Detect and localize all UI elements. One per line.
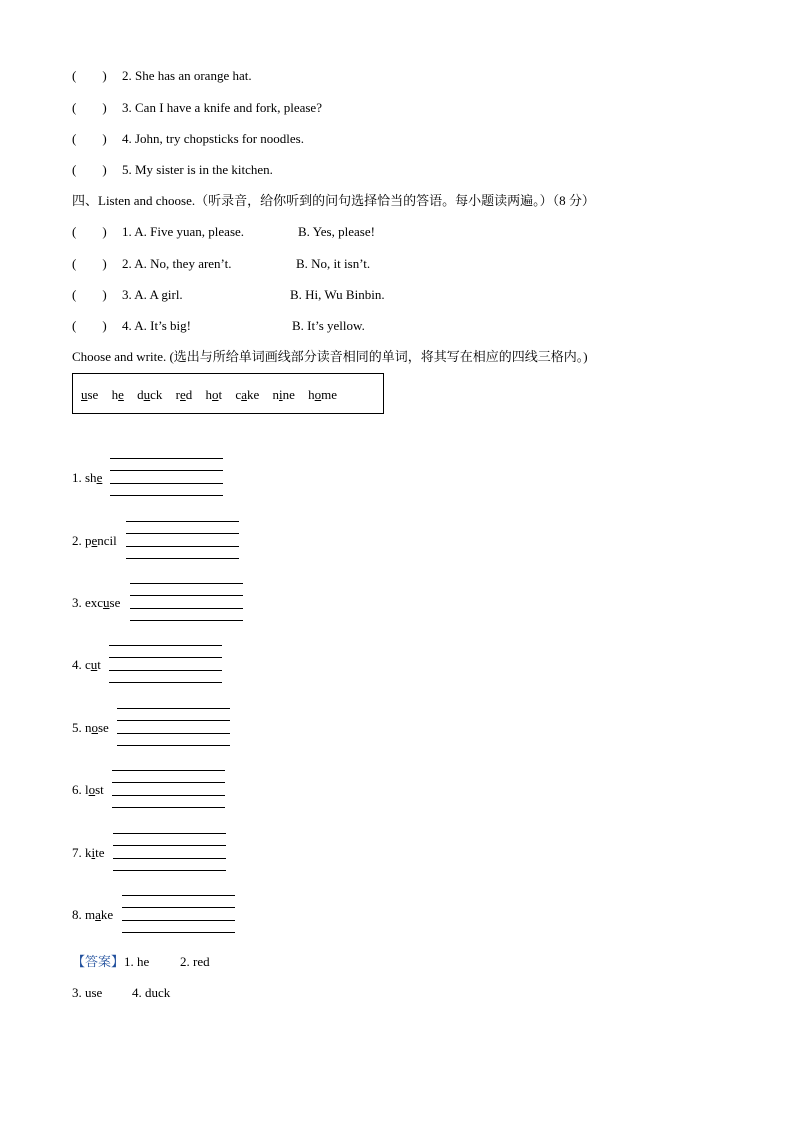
answer-paren: ( ): [72, 318, 107, 333]
question-label: 5. nose: [72, 720, 109, 735]
answer-paren: ( ): [72, 162, 107, 177]
word-bank-word: nine: [272, 387, 295, 402]
writing-grid[interactable]: [122, 895, 235, 934]
list-item: [72, 256, 370, 272]
word-bank-word: cake: [235, 387, 260, 402]
word-bank-word: use: [81, 387, 99, 402]
list-item: [72, 224, 375, 240]
list-item: [72, 287, 385, 303]
writing-grid[interactable]: [110, 458, 223, 497]
word-bank-word: hot: [205, 387, 223, 402]
word-bank-word: duck: [137, 387, 163, 402]
writing-grid[interactable]: [109, 645, 222, 684]
option-a: 3. A. A girl.: [122, 287, 183, 302]
answer-value: 1. he: [124, 954, 150, 969]
section-heading: 四、Listen and choose.（听录音，给你听到的问句选择恰当的答语。每小题读两遍。）（8 分）: [72, 193, 595, 208]
writing-grid[interactable]: [126, 521, 239, 560]
item-text: 3. Can I have a knife and fork, please?: [122, 100, 322, 115]
word-bank-box: [72, 373, 384, 414]
question-label: 7. kite: [72, 845, 105, 860]
list-item: [72, 162, 273, 178]
list-item: [72, 100, 322, 116]
answer-paren: ( ): [72, 287, 107, 302]
writing-grid[interactable]: [112, 770, 225, 809]
answer-tag: 【答案】: [72, 954, 125, 969]
answer-value: 2. red: [180, 954, 210, 969]
question-label: 2. pencil: [72, 533, 117, 548]
answer-line: [72, 954, 210, 970]
answer-paren: ( ): [72, 100, 107, 115]
item-text: 4. John, try chopsticks for noodles.: [122, 131, 304, 146]
writing-grid[interactable]: [113, 833, 226, 872]
answer-paren: ( ): [72, 224, 107, 239]
question-label: 8. make: [72, 907, 114, 922]
answer-paren: ( ): [72, 131, 107, 146]
answer-paren: ( ): [72, 68, 107, 83]
list-item: [72, 68, 252, 84]
question-label: 6. lost: [72, 782, 104, 797]
question-label: 3. excuse: [72, 595, 121, 610]
option-a: 4. A. It’s big!: [122, 318, 191, 333]
writing-grid[interactable]: [130, 583, 243, 622]
option-b: B. Yes, please!: [298, 224, 375, 239]
list-item: [72, 318, 365, 334]
option-b: B. It’s yellow.: [292, 318, 365, 333]
list-item: [72, 131, 304, 147]
word-bank-word: home: [308, 387, 338, 402]
writing-grid[interactable]: [117, 708, 230, 747]
word-bank-word: he: [111, 387, 124, 402]
option-b: B. No, it isn’t.: [296, 256, 371, 271]
option-a: 1. A. Five yuan, please.: [122, 224, 245, 239]
question-label: 1. she: [72, 470, 103, 485]
item-text: 5. My sister is in the kitchen.: [122, 162, 273, 177]
section-heading: Choose and write. (选出与所给单词画线部分读音相同的单词，将其写在相应的四线三格内。): [72, 349, 588, 364]
answer-value: 4. duck: [132, 985, 171, 1000]
option-a: 2. A. No, they aren’t.: [122, 256, 232, 271]
item-text: 2. She has an orange hat.: [122, 68, 252, 83]
answer-line: [72, 985, 170, 1001]
option-b: B. Hi, Wu Binbin.: [290, 287, 385, 302]
question-label: 4. cut: [72, 657, 101, 672]
word-bank-word: red: [175, 387, 193, 402]
answer-paren: ( ): [72, 256, 107, 271]
answer-value: 3. use: [72, 985, 103, 1000]
word-bank: [81, 387, 347, 403]
